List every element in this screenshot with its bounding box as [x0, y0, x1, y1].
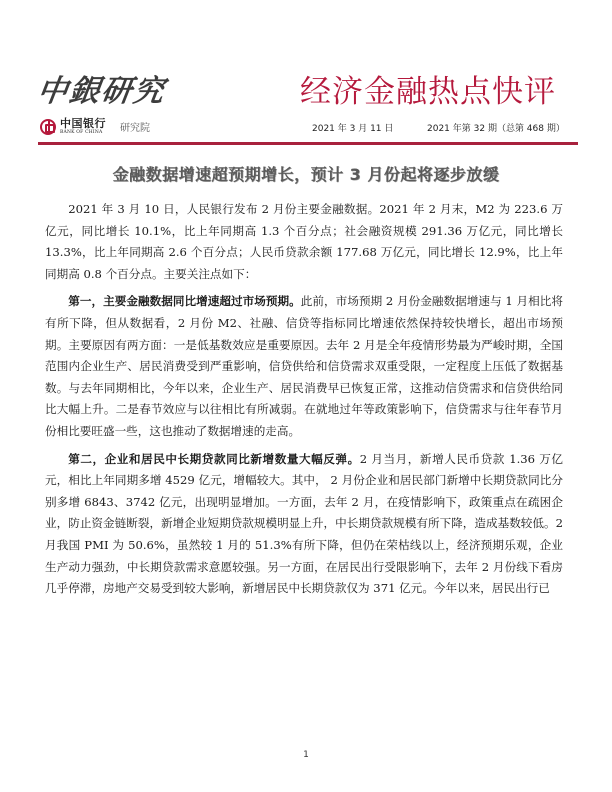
paragraph-text: 2021 年 3 月 10 日，人民银行发布 2 月份主要金融数据。2021 年 2 月末，M2 为 223.6 万亿元，同比增长 10.1%，比上年同期高 1.3 个百分点；社会融资规模 291.36 万亿元，同比增长 13.3%，比上年同期高 2.6 个百分点；人民币贷款余额 177.68 万亿元，同比增长 12.9%，比上年同期高 0.8 个百分点。主要关注点如下： — [45, 202, 563, 281]
paragraph-intro — [45, 199, 563, 285]
article-headline: 金融数据增速超预期增长，预计 3 月份起将逐步放缓 — [112, 165, 500, 184]
institute-label: 研究院 — [120, 123, 150, 135]
bank-name-en: BANK OF CHINA — [60, 130, 103, 135]
bank-name — [60, 118, 106, 136]
report-series-title: 经济金融热点快评 — [300, 74, 556, 110]
header-divider — [38, 142, 578, 145]
article-body — [45, 199, 563, 606]
page-number: 1 — [303, 750, 309, 760]
bank-name-cn: 中国银行 — [60, 117, 106, 130]
brand-calligraphy-logo: 中銀研究 — [35, 74, 168, 109]
issue-number: 2021 年第 32 期（总第 468 期） — [427, 124, 565, 134]
paragraph-point-1 — [45, 291, 563, 442]
paragraph-text: 2 月当月，新增人民币贷款 1.36 万亿元，相比上年同期多增 4529 亿元，增幅较大。其中， 2 月份企业和居民部门新增中长期贷款同比分别多增 6843、3742 亿元，出现明显增加。一方面，去年 2 月，在疫情影响下，政策重点在疏困企业，防止资金链断裂，新增企业短期贷款规模明显上升，中长期贷款规模有所下降，造成基数较低。2 月我国 PMI 为 50.6%，虽然较 1 月的 51.3%有所下降，但仍在荣枯线以上，经济预期乐观，企业生产动力强劲，中长期贷款需求意愿较强。另一方面，在居民出行受限影响下，去年 2 月份线下看房几乎停滞，房地产交易受到较大影响，新增居民中长期贷款仅为 371 亿元。今年以来，居民出行已 — [45, 451, 563, 596]
paragraph-lead: 第二，企业和居民中长期贷款同比新增数量大幅反弹。 — [68, 451, 360, 466]
paragraph-text: 此前，市场预期 2 月份金融数据增速与 1 月相比将有所下降，但从数据看，2 月份 M2、社融、信贷等指标同比增速依然保持较快增长，超出市场预期。主要原因有两方面：一是低基数效应是重要原因。去年 2 月是全年疫情形势最为严峻时期，全国范围内企业生产、居民消费受到严重影响，信贷供给和信贷需求双重受限，一定程度上压低了数据基数。与去年同期相比，今年以来，企业生产、居民消费早已恢复正常，这推动信贷需求和信贷供给同比大幅上升。二是春节效应与以往相比有所减弱。在就地过年等政策影响下，信贷需求与往年春节月份相比要旺盛一些，这也推动了数据增速的走高。 — [45, 294, 563, 438]
bank-of-china-logo-icon — [40, 119, 56, 135]
publish-date: 2021 年 3 月 11 日 — [312, 124, 394, 134]
bank-logo-block — [40, 118, 150, 136]
paragraph-lead: 第一，主要金融数据同比增速超过市场预期。 — [68, 294, 301, 309]
paragraph-point-2 — [45, 449, 563, 600]
